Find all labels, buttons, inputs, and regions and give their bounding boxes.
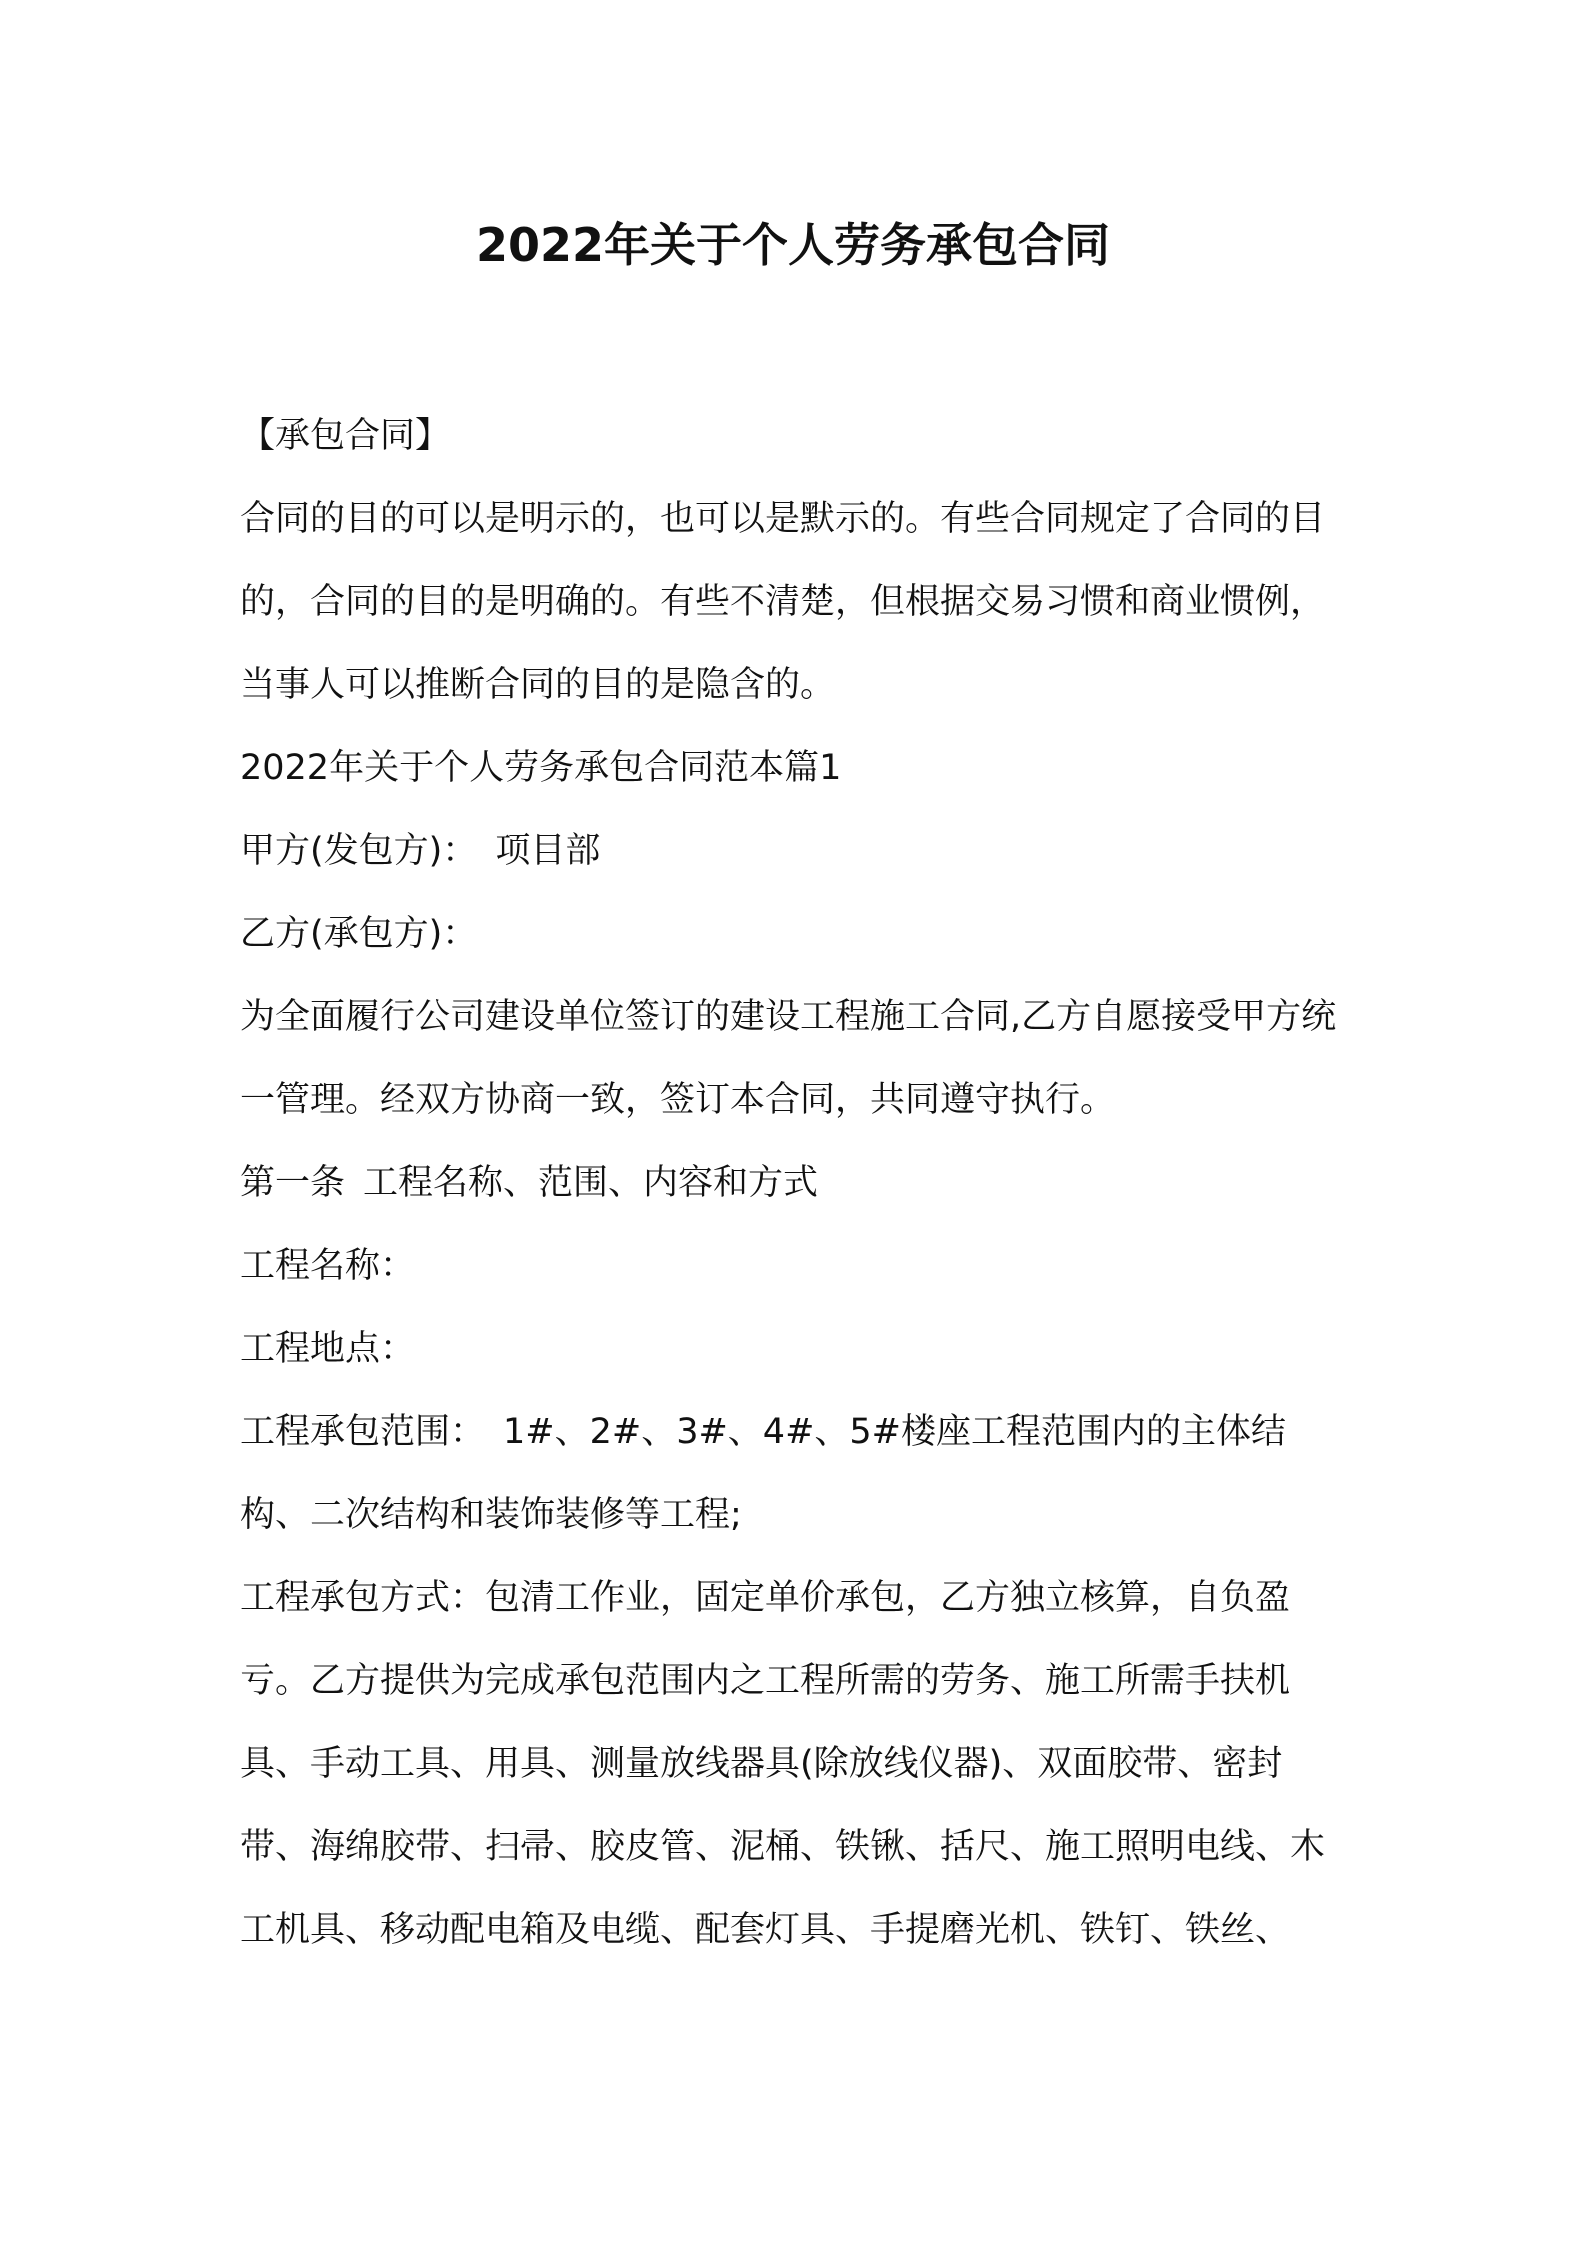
method-value: 包清工作业，固定单价承包，乙方独立核算，自负盈亏。乙方提供为完成承包范围内之工程所需的劳务、施工所需手扶机具、手动工具、用具、测量放线器具(除放线仪器)、双面胶带、密封带、海绵胶带、扫帚、胶皮管、泥桶、铁锹、括尺、施工照明电线、木工机具、移动配电箱及电缆、配套灯具、手提磨光机、铁钉、铁丝、: [240, 1578, 1326, 1950]
project-name-line: [240, 1225, 1350, 1308]
project-location-label: 工程地点：: [240, 1329, 416, 1369]
section-heading: 【承包合同】: [240, 416, 451, 456]
document-title: 2022年关于个人劳务承包合同: [475, 218, 1111, 272]
party-a-label: 甲方(发包方)：: [240, 831, 478, 871]
party-a-value: 项目部: [495, 831, 601, 871]
article-1-title: 工程名称、范围、内容和方式: [363, 1163, 819, 1203]
sample-title: 2022年关于个人劳务承包合同范本篇1: [240, 748, 842, 788]
intro-paragraph: 合同的目的可以是明示的，也可以是默示的。有些合同规定了合同的目的，合同的目的是明确的。有些不清楚，但根据交易习惯和商业惯例，当事人可以推断合同的目的是隐含的。: [240, 499, 1326, 705]
method-label: 工程承包方式：: [240, 1578, 486, 1618]
preamble-paragraph: 为全面履行公司建设单位签订的建设工程施工合同,乙方自愿接受甲方统一管理。经双方协商一致，签订本合同，共同遵守执行。: [240, 997, 1337, 1120]
party-b-label: 乙方(承包方)：: [240, 914, 478, 954]
scope-label: 工程承包范围：: [240, 1412, 486, 1452]
scope-paragraph: [240, 1391, 1350, 1557]
article-1-heading: [240, 1142, 1350, 1225]
project-location-line: [240, 1308, 1350, 1391]
document-body: [240, 395, 1350, 1972]
article-1-number: 第一条: [240, 1163, 346, 1203]
scope-value: 1#、2#、3#、4#、5#楼座工程范围内的主体结构、二次结构和装饰装修等工程;: [240, 1412, 1286, 1535]
method-paragraph: [240, 1557, 1350, 1972]
party-a-line: [240, 810, 1350, 893]
project-name-label: 工程名称：: [240, 1246, 416, 1286]
party-b-line: [240, 893, 1350, 976]
